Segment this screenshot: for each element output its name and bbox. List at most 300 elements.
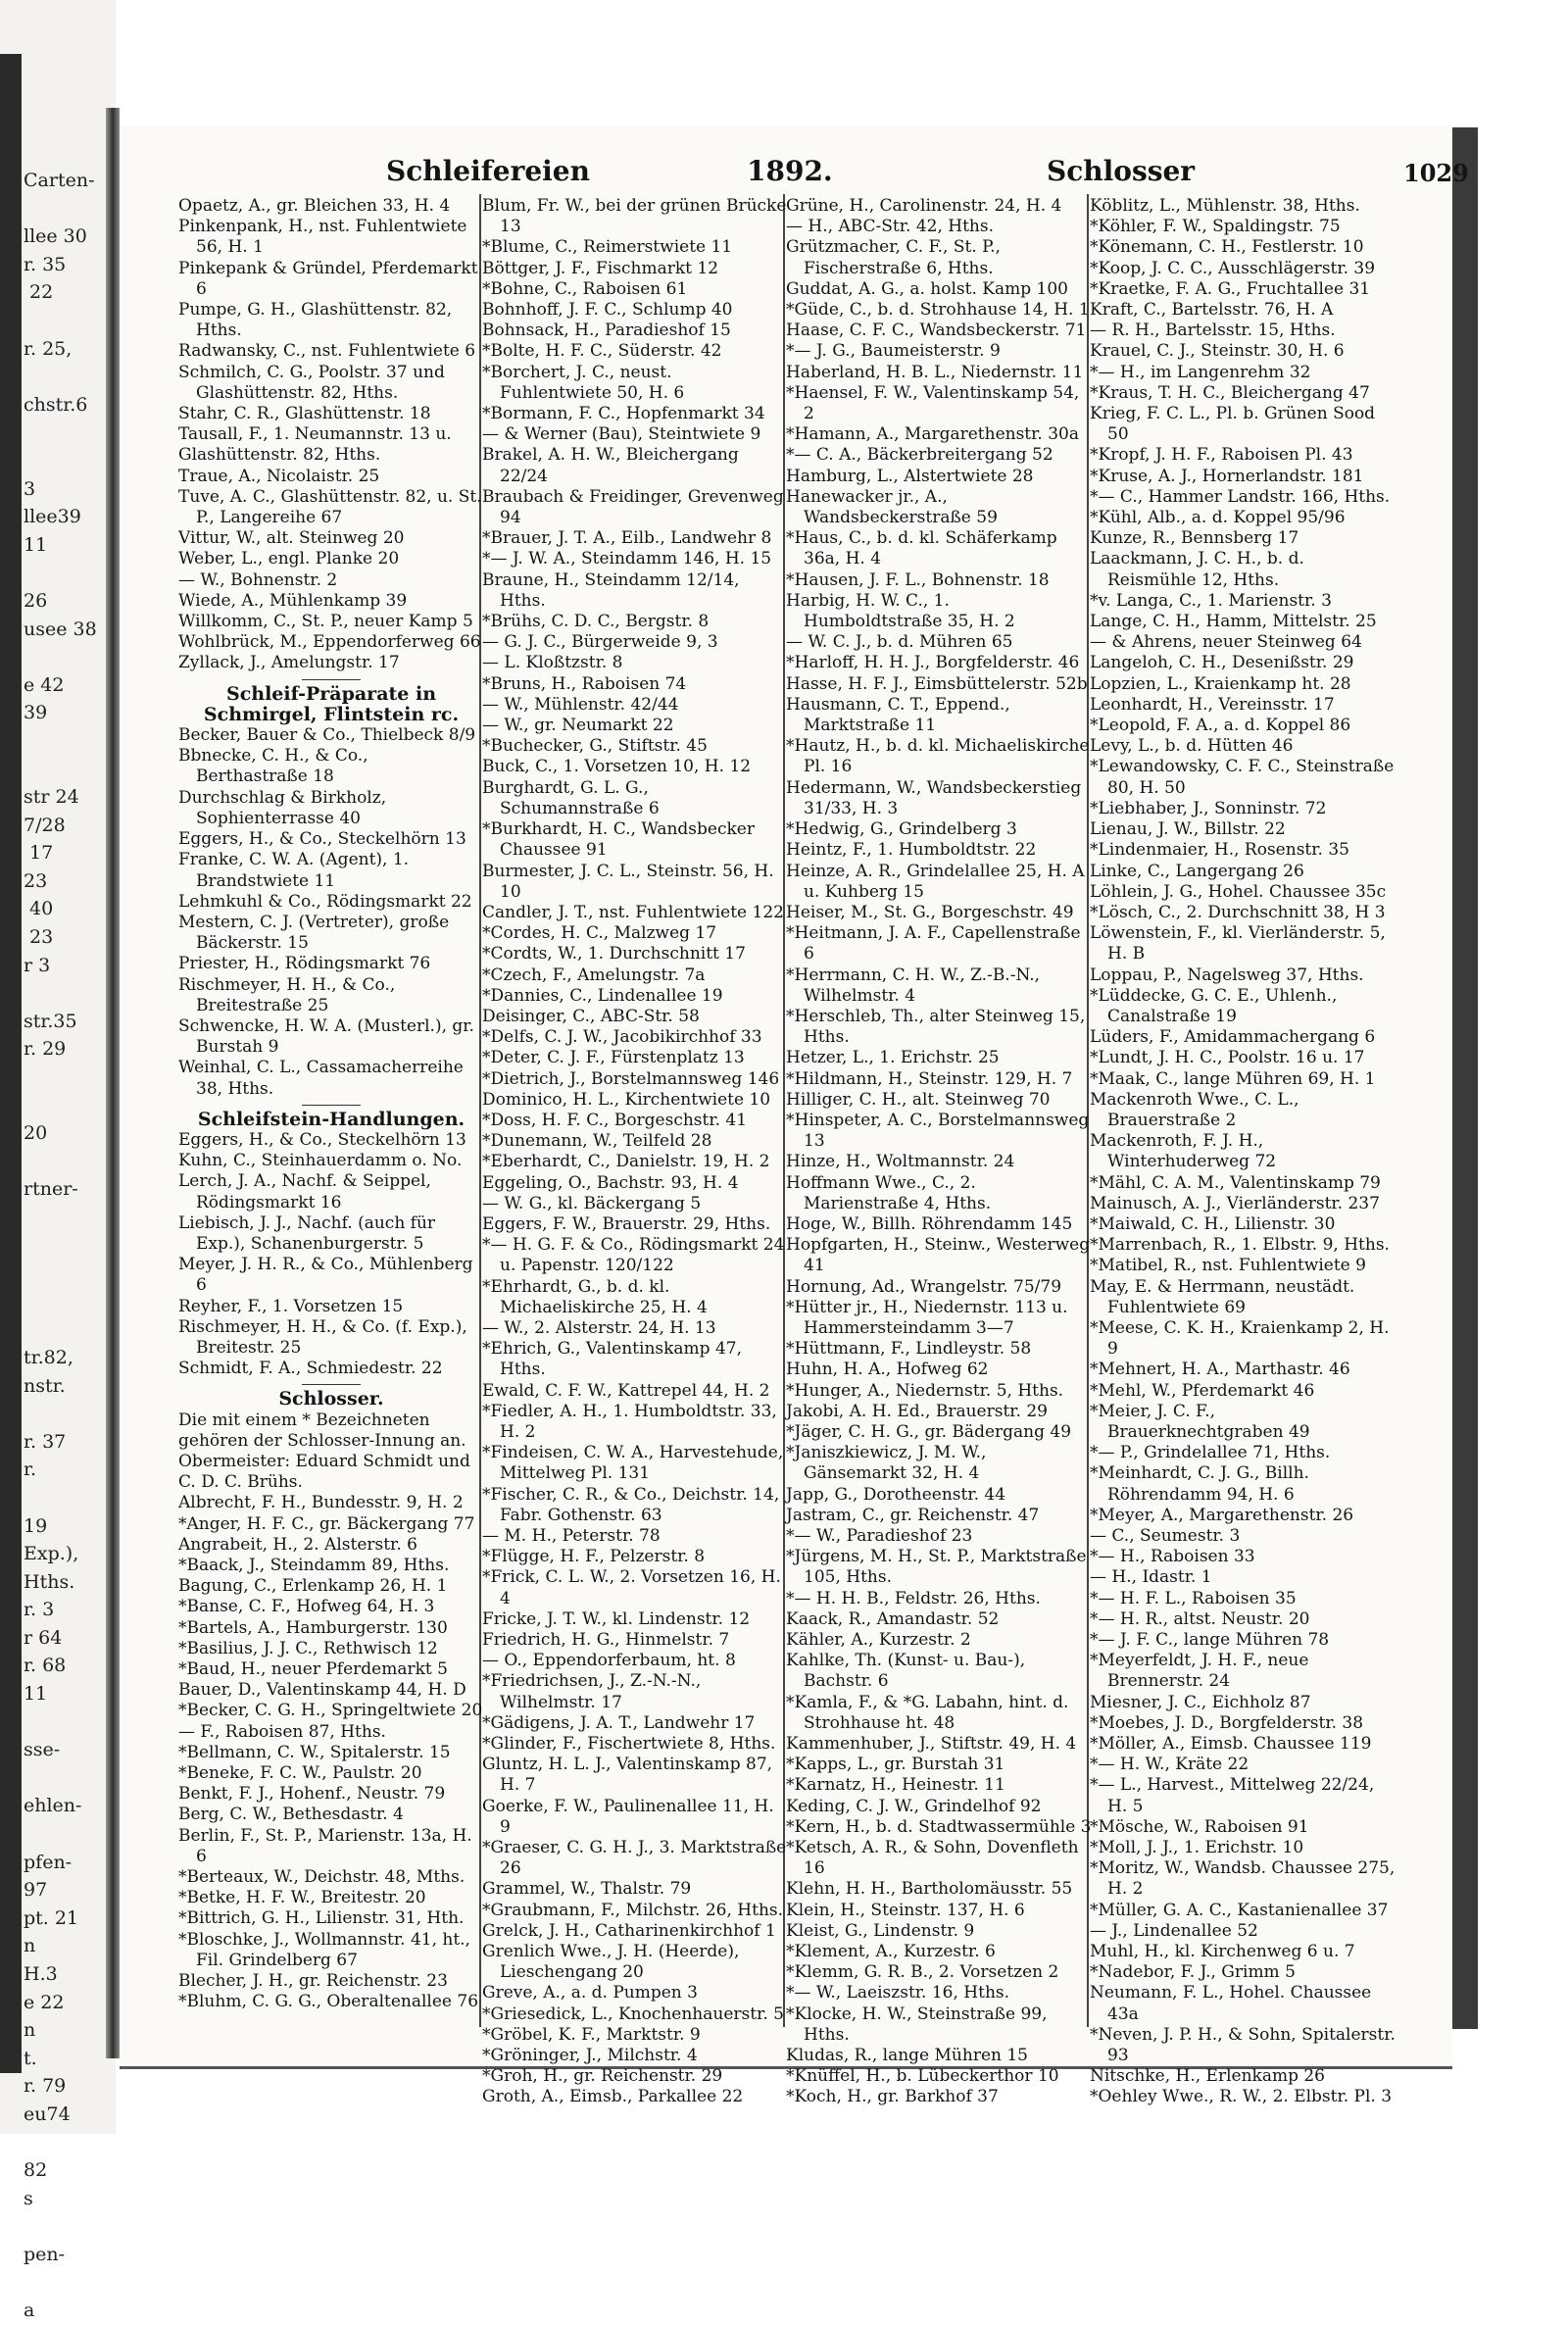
directory-entry: *— H. G. F. & Co., Rödingsmarkt 24 u. Papenstr. 120/122 (482, 1235, 785, 1276)
directory-entry: *Banse, C. F., Hofweg 64, H. 3 (178, 1597, 435, 1617)
directory-entry: *Dunemann, W., Teilfeld 28 (482, 1131, 712, 1152)
directory-entry: Lüders, F., Amidammachergang 6 (1090, 1027, 1376, 1048)
directory-entry: *Karnatz, H., Heinestr. 11 (786, 1775, 1005, 1796)
directory-entry: *Glinder, F., Fischertwiete 8, Hths. (482, 1734, 776, 1755)
directory-entry: *Borchert, J. C., neust. Fuhlentwiete 50, H. 6 (482, 362, 685, 403)
directory-entry: Lopzien, L., Kraienkamp ht. 28 (1090, 673, 1351, 694)
directory-entry: *Möller, A., Eimsb. Chaussee 119 (1090, 1734, 1372, 1755)
directory-entry: *— J. W. A., Steindamm 146, H. 15 (482, 549, 772, 569)
directory-entry: *Dannies, C., Lindenallee 19 (482, 985, 723, 1006)
directory-entry: Heintz, F., 1. Humboldtstr. 22 (786, 840, 1037, 861)
directory-entry: *Mähl, C. A. M., Valentinskamp 79 (1090, 1172, 1381, 1193)
directory-entry: Angrabeit, H., 2. Alsterstr. 6 (178, 1534, 417, 1555)
directory-entry: — W., 2. Alsterstr. 24, H. 13 (482, 1317, 716, 1338)
directory-entry: *Doss, H. F. C., Borgeschstr. 41 (482, 1110, 748, 1130)
directory-entry: Leonhardt, H., Vereinsstr. 17 (1090, 694, 1335, 715)
directory-entry: *Oehley Wwe., R. W., 2. Elbstr. Pl. 3 (1090, 2087, 1393, 2107)
directory-entry: Kunze, R., Bennsberg 17 (1090, 528, 1299, 549)
directory-entry: *Kühl, Alb., a. d. Koppel 95/96 (1090, 508, 1346, 528)
directory-entry: Hopfgarten, H., Steinw., Westerweg 41 (786, 1235, 1091, 1276)
directory-entry: *Groh, H., gr. Reichenstr. 29 (482, 2066, 723, 2087)
directory-entry: *Hautz, H., b. d. kl. Michaeliskirche Pl. 16 (786, 736, 1090, 777)
directory-entry: Eggeling, O., Bachstr. 93, H. 4 (482, 1172, 739, 1193)
section-divider (302, 1105, 361, 1106)
directory-entry: *Lewandowsky, C. F. C., Steinstraße 80, H. 50 (1090, 757, 1395, 798)
directory-entry: *Hamann, A., Margarethenstr. 30a (786, 424, 1079, 445)
directory-entry: *— W., Paradieshof 23 (786, 1526, 973, 1546)
directory-entry: *Bruns, H., Raboisen 74 (482, 673, 687, 694)
directory-entry: *Bolte, H. F. C., Süderstr. 42 (482, 341, 722, 362)
directory-entry: *Czech, F., Amelungstr. 7a (482, 965, 706, 985)
directory-entry: *Fiedler, A. H., 1. Humboldtstr. 33, H. 2 (482, 1401, 777, 1442)
directory-entry: Hoffmann Wwe., C., 2. Marienstraße 4, Hths. (786, 1172, 992, 1213)
directory-entry: Wiede, A., Mühlenkamp 39 (178, 590, 408, 611)
directory-entry: Hetzer, L., 1. Erichstr. 25 (786, 1048, 1000, 1068)
directory-entry: Tuve, A. C., Glashüttenstr. 82, u. St. P., Langereihe 67 (178, 486, 482, 528)
directory-entry: Hausmann, C. T., Eppend., Marktstraße 11 (786, 694, 1010, 736)
directory-entry: — H., Idastr. 1 (1090, 1567, 1212, 1588)
directory-entry: *Koop, J. C. C., Ausschlägerstr. 39 (1090, 258, 1376, 278)
directory-entry: *Hedwig, G., Grindelberg 3 (786, 819, 1017, 840)
directory-entry: *Becker, C. G. H., Springeltwiete 20 (178, 1701, 483, 1721)
directory-entry: *Herrmann, C. H. W., Z.-B.-N., Wilhelmstr. 4 (786, 965, 1041, 1006)
left-page-fragment (0, 0, 116, 2322)
directory-entry: Japp, G., Dorotheenstr. 44 (786, 1484, 1006, 1505)
directory-entry: Muhl, H., kl. Kirchenweg 6 u. 7 (1090, 1942, 1355, 1962)
directory-entry: Berg, C. W., Bethesdastr. 4 (178, 1805, 404, 1825)
directory-entry: Hoge, W., Billh. Röhrendamm 145 (786, 1213, 1073, 1234)
directory-entry: — W. C. J., b. d. Mühren 65 (786, 632, 1013, 653)
directory-entry: Deisinger, C., ABC-Str. 58 (482, 1006, 700, 1026)
directory-entry: *Bartels, A., Hamburgerstr. 130 (178, 1617, 448, 1638)
directory-entry: Grelck, J. H., Catharinenkirchhof 1 (482, 1920, 776, 1941)
directory-entry: Zyllack, J., Amelungstr. 17 (178, 653, 400, 673)
directory-entry: Gluntz, H. L. J., Valentinskamp 87, H. 7 (482, 1755, 773, 1796)
directory-entry: Köblitz, L., Mühlenstr. 38, Hths. (1090, 196, 1360, 216)
directory-entry: *Betke, H. F. W., Breitestr. 20 (178, 1888, 426, 1908)
directory-entry: *Brauer, J. T. A., Eilb., Landwehr 8 (482, 528, 772, 549)
directory-entry: Kähler, A., Kurzestr. 2 (786, 1630, 971, 1651)
directory-entry: Kraft, C., Bartelsstr. 76, H. A (1090, 300, 1334, 321)
directory-entry: *Moritz, W., Wandsb. Chaussee 275, H. 2 (1090, 1858, 1396, 1900)
directory-entry: *Haensel, F. W., Valentinskamp 54, 2 (786, 382, 1080, 424)
directory-entry: Opaetz, A., gr. Bleichen 33, H. 4 (178, 196, 451, 216)
directory-entry: Eggers, H., & Co., Steckelhörn 13 (178, 829, 466, 850)
directory-entry: *— H. R., altst. Neustr. 20 (1090, 1608, 1310, 1629)
directory-entry: *Deter, C. J. F., Fürstenplatz 13 (482, 1048, 745, 1068)
directory-entry: Durchschlag & Birkholz, Sophienterrasse 40 (178, 787, 387, 828)
directory-entry: Haberland, H. B. L., Niedernstr. 11 (786, 362, 1084, 382)
directory-entry: Loppau, P., Nagelsweg 37, Hths. (1090, 965, 1364, 985)
directory-entry: Bauer, D., Valentinskamp 44, H. D (178, 1680, 466, 1701)
directory-entry: *Heitmann, J. A. F., Capellenstraße 6 (786, 923, 1081, 965)
directory-entry: Blecher, J. H., gr. Reichenstr. 23 (178, 1971, 448, 1992)
directory-entry: *Burkhardt, H. C., Wandsbecker Chaussee 91 (482, 819, 755, 861)
directory-entry: Tausall, F., 1. Neumannstr. 13 u. (178, 424, 452, 445)
directory-entry: *Kapps, L., gr. Burstah 31 (786, 1755, 1005, 1775)
directory-entry: Mackenroth Wwe., C. L., Brauerstraße 2 (1090, 1089, 1299, 1130)
directory-entry: *Hinspeter, A. C., Borstelmannsweg 13 (786, 1110, 1090, 1152)
directory-entry: Jastram, C., gr. Reichenstr. 47 (786, 1505, 1040, 1525)
directory-entry: *Gröninger, J., Milchstr. 4 (482, 2046, 698, 2066)
directory-entry: Linke, C., Langergang 26 (1090, 861, 1304, 881)
directory-entry: *Kamla, F., & *G. Labahn, hint. d. Strohhause ht. 48 (786, 1692, 1069, 1733)
running-header-year: 1892. (747, 155, 833, 187)
directory-entry: *Meyer, A., Margarethenstr. 26 (1090, 1505, 1354, 1525)
directory-entry: *— J. G., Baumeisterstr. 9 (786, 341, 1001, 362)
directory-entry: Albrecht, F. H., Bundesstr. 9, H. 2 (178, 1493, 464, 1513)
directory-entry: Vittur, W., alt. Steinweg 20 (178, 528, 405, 549)
column-2 (482, 196, 788, 2107)
directory-entry: *— J. F. C., lange Mühren 78 (1090, 1630, 1330, 1651)
directory-entry: Grüne, H., Carolinenstr. 24, H. 4 (786, 196, 1062, 216)
directory-entry: Laackmann, J. C. H., b. d. Reismühle 12, Hths. (1090, 549, 1304, 590)
section-heading: Schleif-Präparate in Schmirgel, Flintstein rc. (203, 682, 460, 725)
directory-entry: *Maak, C., lange Mühren 69, H. 1 (1090, 1068, 1376, 1089)
directory-entry: *Mehnert, H. A., Marthastr. 46 (1090, 1360, 1350, 1380)
section-heading: Schleifstein-Handlungen. (197, 1108, 466, 1130)
directory-entry: Braubach & Freidinger, Grevenweg 94 (482, 486, 784, 528)
section-note: Die mit einem * Bezeichneten gehören der Schlosser-Innung an. Obermeister: Eduard Schmidt und C. D. C. Brühs. (178, 1410, 470, 1493)
directory-entry: Lienau, J. W., Billstr. 22 (1090, 819, 1286, 840)
directory-entry: Guddat, A. G., a. holst. Kamp 100 (786, 278, 1068, 299)
directory-entry: Lerch, J. A., Nachf. & Seippel, Rödingsmarkt 16 (178, 1171, 431, 1212)
directory-entry: Schmilch, C. G., Poolstr. 37 und Glashüttenstr. 82, Hths. (178, 362, 445, 403)
directory-entry: Löhlein, J. G., Hohel. Chaussee 35c (1090, 881, 1387, 902)
directory-entry: Eggers, H., & Co., Steckelhörn 13 (178, 1129, 466, 1150)
directory-entry: Mestern, C. J. (Vertreter), große Bäckerstr. 15 (178, 912, 450, 954)
directory-entry: *Fischer, C. R., & Co., Deichstr. 14, Fabr. Gothenstr. 63 (482, 1484, 780, 1525)
directory-entry: Grenlich Wwe., J. H. (Heerde), Lieschengang 20 (482, 1942, 740, 1983)
directory-entry: Langeloh, C. H., Desenißstr. 29 (1090, 653, 1354, 673)
directory-entry: Keding, C. J. W., Grindelhof 92 (786, 1796, 1042, 1816)
directory-entry: Dominico, H. L., Kirchentwiete 10 (482, 1089, 771, 1110)
directory-entry: Harbig, H. W. C., 1. Humboldtstraße 35, H. 2 (786, 590, 1015, 632)
directory-entry: Hanewacker jr., A., Wandsbeckerstraße 59 (786, 486, 998, 528)
directory-entry: Nitschke, H., Erlenkamp 26 (1090, 2066, 1326, 2087)
right-page-edge (1452, 127, 1478, 2029)
directory-entry: Lehmkuhl & Co., Rödingsmarkt 22 (178, 891, 472, 912)
directory-entry: Burmester, J. C. L., Steinstr. 56, H. 10 (482, 861, 774, 902)
directory-entry: Grammel, W., Thalstr. 79 (482, 1879, 692, 1900)
directory-entry: Kammenhuber, J., Stiftstr. 49, H. 4 (786, 1734, 1077, 1755)
directory-entry: *Graeser, C. G. H. J., 3. Marktstraße 26 (482, 1838, 787, 1879)
directory-entry: Kuhn, C., Steinhauerdamm o. No. (178, 1151, 463, 1171)
directory-entry: *— P., Grindelallee 71, Hths. (1090, 1443, 1331, 1463)
directory-entry: Ewald, C. F. W., Kattrepel 44, H. 2 (482, 1380, 770, 1401)
directory-entry: *Cordes, H. C., Malzweg 17 (482, 923, 717, 944)
directory-entry: Krieg, F. C. L., Pl. b. Grünen Sood 50 (1090, 404, 1376, 445)
directory-entry: Pinkenpank, H., nst. Fuhlentwiete 56, H. 1 (178, 217, 467, 258)
directory-entry: Pinkepank & Gründel, Pferdemarkt 6 (178, 258, 478, 299)
directory-entry: *Lindenmaier, H., Rosenstr. 35 (1090, 840, 1349, 861)
directory-entry: Heinze, A. R., Grindelallee 25, H. A u. Kuhberg 15 (786, 861, 1085, 902)
directory-entry: Willkomm, C., St. P., neuer Kamp 5 (178, 612, 473, 632)
directory-entry: — M. H., Peterstr. 78 (482, 1526, 661, 1546)
directory-entry: — O., Eppendorferbaum, ht. 8 (482, 1651, 736, 1671)
column-1 (178, 196, 484, 2039)
directory-entry: *— L., Harvest., Mittelweg 22/24, H. 5 (1090, 1775, 1375, 1816)
directory-page (120, 125, 1469, 2107)
directory-entry: Reyher, F., 1. Vorsetzen 15 (178, 1296, 404, 1316)
directory-entry: Burghardt, G. L. G., Schumannstraße 6 (482, 777, 660, 818)
page-number: 1029 (1403, 159, 1469, 187)
directory-entry: *Bloschke, J., Wollmannstr. 41, ht., Fil. Grindelberg 67 (178, 1929, 470, 1970)
directory-entry: Glashüttenstr. 82, Hths. (178, 445, 381, 466)
directory-entry: Huhn, H. A., Hofweg 62 (786, 1360, 989, 1380)
directory-entry: *Kraetke, F. A. G., Fruchtallee 31 (1090, 278, 1371, 299)
directory-entry: *Liebhaber, J., Sonninstr. 72 (1090, 798, 1327, 818)
directory-entry: Haase, C. F. C., Wandsbeckerstr. 71 (786, 321, 1087, 341)
section-divider (302, 1384, 361, 1385)
column-3 (786, 196, 1092, 2107)
directory-entry: Hinze, H., Woltmannstr. 24 (786, 1152, 1015, 1172)
running-header-left: Schleifereien (386, 155, 590, 187)
directory-entry: *Klemm, G. R. B., 2. Vorsetzen 2 (786, 1962, 1059, 1983)
directory-entry: *— H. H. B., Feldstr. 26, Hths. (786, 1588, 1041, 1608)
directory-entry: — G. J. C., Bürgerweide 9, 3 (482, 632, 718, 653)
directory-entry: Hornung, Ad., Wrangelstr. 75/79 (786, 1276, 1062, 1297)
directory-entry: Kahlke, Th. (Kunst- u. Bau-), Bachstr. 6 (786, 1651, 1026, 1692)
directory-entry: *Meinhardt, C. J. G., Billh. Röhrendamm 94, H. 6 (1090, 1463, 1309, 1505)
directory-entry: — W., Mühlenstr. 42/44 (482, 694, 679, 715)
directory-entry: — R. H., Bartelsstr. 15, Hths. (1090, 321, 1336, 341)
directory-entry: *Janiszkiewicz, J. M. W., Gänsemarkt 32, H. 4 (786, 1443, 987, 1484)
directory-entry: *Graubmann, F., Milchstr. 26, Hths. (482, 1900, 784, 1920)
directory-entry: *Hildmann, H., Steinstr. 129, H. 7 (786, 1068, 1073, 1089)
directory-entry: *Brühs, C. D. C., Bergstr. 8 (482, 612, 710, 632)
directory-entry: Wohlbrück, M., Eppendorferweg 66 (178, 632, 481, 653)
directory-entry: Groth, A., Eimsb., Parkallee 22 (482, 2087, 744, 2107)
directory-entry: *Klement, A., Kurzestr. 6 (786, 1942, 996, 1962)
directory-entry: Berlin, F., St. P., Marienstr. 13a, H. 6 (178, 1825, 472, 1866)
directory-entry: *Hütter jr., H., Niedernstr. 113 u. Hammersteindamm 3—7 (786, 1297, 1068, 1338)
directory-entry: *Bittrich, G. H., Lilienstr. 31, Hth. (178, 1908, 465, 1929)
directory-entry: *Bellmann, C. W., Spitalerstr. 15 (178, 1742, 451, 1762)
directory-entry: Eggers, F. W., Brauerstr. 29, Hths. (482, 1213, 771, 1234)
directory-entry: *Basilius, J. J. C., Rethwisch 12 (178, 1638, 438, 1658)
book-gutter (106, 108, 120, 2058)
directory-entry: *v. Langa, C., 1. Marienstr. 3 (1090, 590, 1332, 611)
directory-entry: — W., gr. Neumarkt 22 (482, 716, 674, 736)
left-page-text: Carten- llee 30 r. 35 22 r. 25, chstr.6 3 llee39 11 26 usee 38 e 42 39 str 24 7/28 17 23 40 23 r 3 str.35 r. 29 20 rtner- tr.82, nstr. r. 37 r. 19 Exp.), Hths. r. 3 r 64 r. 68 11 sse- ehlen- pfen- 97 pt. 21 n H.3 e 22 n t. r. 79 eu74 82 s pen- a (24, 170, 97, 2322)
directory-entry: Neumann, F. L., Hohel. Chaussee 43a (1090, 1983, 1372, 2024)
directory-entry: *Moebes, J. D., Borgfelderstr. 38 (1090, 1712, 1364, 1733)
directory-entry: *Koch, H., gr. Barkhof 37 (786, 2087, 999, 2107)
directory-entry: Franke, C. W. A. (Agent), 1. Brandstwiete 11 (178, 850, 410, 891)
directory-entry: — L. Kloßtzstr. 8 (482, 653, 623, 673)
directory-entry: — & Werner (Bau), Steintwiete 9 (482, 424, 761, 445)
directory-entry: *Ehrich, G., Valentinskamp 47, Hths. (482, 1339, 743, 1380)
directory-entry: Braune, H., Steindamm 12/14, Hths. (482, 569, 740, 611)
directory-entry: — F., Raboisen 87, Hths. (178, 1721, 386, 1742)
directory-entry: *Hunger, A., Niedernstr. 5, Hths. (786, 1380, 1064, 1401)
directory-entry: Stahr, C. R., Glashüttenstr. 18 (178, 404, 431, 424)
directory-entry: *Bohne, C., Raboisen 61 (482, 278, 688, 299)
directory-entry: Candler, J. T., nst. Fuhlentwiete 122 (482, 902, 784, 922)
directory-entry: *Lundt, J. H. C., Poolstr. 16 u. 17 (1090, 1048, 1365, 1068)
directory-entry: *Nadebor, F. J., Grimm 5 (1090, 1962, 1296, 1983)
directory-entry: *Neven, J. P. H., & Sohn, Spitalerstr. 93 (1090, 2024, 1396, 2066)
directory-entry: Bohnsack, H., Paradieshof 15 (482, 321, 731, 341)
directory-entry: *Leopold, F. A., a. d. Koppel 86 (1090, 716, 1351, 736)
directory-entry: *Findeisen, C. W. A., Harvestehude, Mittelweg Pl. 131 (482, 1443, 784, 1484)
directory-entry: — W. G., kl. Bäckergang 5 (482, 1193, 702, 1213)
directory-entry: Traue, A., Nicolaistr. 25 (178, 466, 380, 486)
directory-entry: *Friedrichsen, J., Z.-N.-N., Wilhelmstr. 17 (482, 1671, 702, 1712)
directory-entry: Krauel, C. J., Steinstr. 30, H. 6 (1090, 341, 1345, 362)
directory-entry: *Kern, H., b. d. Stadtwassermühle 3 (786, 1816, 1092, 1837)
directory-entry: Mainusch, A. J., Vierländerstr. 237 (1090, 1193, 1380, 1213)
directory-entry: Bagung, C., Erlenkamp 26, H. 1 (178, 1576, 448, 1597)
directory-entry: Friedrich, H. G., Hinmelstr. 7 (482, 1630, 730, 1651)
directory-entry: Mackenroth, F. J. H., Winterhuderweg 72 (1090, 1131, 1277, 1172)
directory-entry: *Köhler, F. W., Spaldingstr. 75 (1090, 217, 1341, 237)
directory-entry: *Mehl, W., Pferdemarkt 46 (1090, 1380, 1315, 1401)
directory-entry: *Maiwald, C. H., Lilienstr. 30 (1090, 1213, 1336, 1234)
directory-entry: *Meier, J. C. F., Brauerknechtgraben 49 (1090, 1401, 1310, 1442)
directory-entry: *Meese, C. K. H., Kraienkamp 2, H. 9 (1090, 1317, 1390, 1360)
directory-entry: *Meyerfeldt, J. H. F., neue Brennerstr. 24 (1090, 1651, 1309, 1692)
directory-entry: Radwansky, C., nst. Fuhlentwiete 6 (178, 341, 476, 362)
directory-entry: *Gröbel, K. F., Marktstr. 9 (482, 2024, 701, 2045)
directory-entry: *Bluhm, C. G. G., Oberaltenallee 76 (178, 1992, 479, 2012)
right-margin (1452, 0, 1568, 2134)
directory-entry: *Dietrich, J., Borstelmannsweg 146 (482, 1068, 780, 1089)
directory-entry: *Hausen, J. F. L., Bohnenstr. 18 (786, 569, 1050, 590)
directory-entry: *Mösche, W., Raboisen 91 (1090, 1816, 1309, 1837)
directory-entry: Blum, Fr. W., bei der grünen Brücke 13 (482, 196, 787, 237)
directory-entry: Lange, C. H., Hamm, Mittelstr. 25 (1090, 612, 1377, 632)
directory-entry: Greve, A., a. d. Pumpen 3 (482, 1983, 698, 2003)
directory-entry: Meyer, J. H. R., & Co., Mühlenberg 6 (178, 1255, 473, 1296)
directory-entry: *— C. A., Bäckerbreitergang 52 (786, 445, 1054, 466)
running-header-right: Schlosser (1047, 155, 1196, 187)
directory-entry: *Harloff, H. H. J., Borgfelderstr. 46 (786, 653, 1080, 673)
directory-entry: Bbnecke, C. H., & Co., Berthastraße 18 (178, 746, 368, 787)
directory-entry: *Matibel, R., nst. Fuhlentwiete 9 (1090, 1256, 1366, 1276)
directory-entry: Levy, L., b. d. Hütten 46 (1090, 736, 1294, 757)
directory-entry: Kludas, R., lange Mühren 15 (786, 2046, 1028, 2066)
directory-entry: — J., Lindenallee 52 (1090, 1920, 1258, 1941)
directory-entry: *Moll, J. J., 1. Erichstr. 10 (1090, 1838, 1304, 1858)
directory-entry: Klein, H., Steinstr. 137, H. 6 (786, 1900, 1025, 1920)
directory-entry: — C., Seumestr. 3 (1090, 1526, 1241, 1546)
directory-entry: *Haus, C., b. d. kl. Schäferkamp 36a, H. 4 (786, 528, 1057, 569)
directory-entry: *Könemann, C. H., Festlerstr. 10 (1090, 237, 1364, 258)
directory-entry: *— H. W., Kräte 22 (1090, 1755, 1250, 1775)
directory-entry: *Herschleb, Th., alter Steinweg 15, Hths. (786, 1006, 1086, 1048)
section-heading: Schlosser. (278, 1388, 384, 1410)
directory-entry: *Jürgens, M. H., St. P., Marktstraße 105, Hths. (786, 1547, 1087, 1588)
directory-entry: *Anger, H. F. C., gr. Bäckergang 77 (178, 1513, 475, 1534)
directory-entry: Benkt, F. J., Hohenf., Neustr. 79 (178, 1784, 446, 1805)
directory-entry: *Jäger, C. H. G., gr. Bädergang 49 (786, 1421, 1072, 1442)
directory-entry: Hilliger, C. H., alt. Steinweg 70 (786, 1089, 1051, 1110)
directory-entry: Buck, C., 1. Vorsetzen 10, H. 12 (482, 757, 752, 777)
directory-entry: Schmidt, F. A., Schmiedestr. 22 (178, 1359, 443, 1379)
directory-entry: *Griesedick, L., Knochenhauerstr. 5 (482, 2003, 784, 2024)
directory-entry: *— H., Raboisen 33 (1090, 1547, 1255, 1567)
directory-entry: *Kraus, T. H. C., Bleichergang 47 (1090, 382, 1370, 403)
directory-entry: *— H. F. L., Raboisen 35 (1090, 1588, 1297, 1608)
directory-entry: Grützmacher, C. F., St. P., Fischerstraße 6, Hths. (786, 237, 1001, 278)
directory-entry: Bohnhoff, J. F. C., Schlump 40 (482, 300, 733, 321)
directory-entry: Löwenstein, F., kl. Vierländerstr. 5, H. B (1090, 923, 1386, 965)
directory-entry: Weber, L., engl. Planke 20 (178, 549, 400, 569)
directory-entry: *Klocke, H. W., Steinstraße 99, Hths. (786, 2003, 1048, 2045)
directory-entry: Miesner, J. C., Eichholz 87 (1090, 1692, 1311, 1712)
directory-entry: — H., ABC-Str. 42, Hths. (786, 217, 994, 237)
directory-entry: Hasse, H. F. J., Eimsbüttelerstr. 52b (786, 673, 1088, 694)
directory-entry: Jakobi, A. H. Ed., Brauerstr. 29 (786, 1401, 1048, 1421)
left-page-shadow (0, 54, 22, 2073)
directory-entry: Priester, H., Rödingsmarkt 76 (178, 954, 431, 974)
directory-entry: *Bormann, F. C., Hopfenmarkt 34 (482, 404, 765, 424)
directory-entry: Böttger, J. F., Fischmarkt 12 (482, 258, 719, 278)
directory-entry: *Cordts, W., 1. Durchschnitt 17 (482, 944, 746, 965)
directory-entry: *Hüttmann, F., Lindleystr. 58 (786, 1339, 1032, 1360)
directory-entry: *Kruse, A. J., Hornerlandstr. 181 (1090, 466, 1364, 486)
section-divider (302, 679, 361, 680)
directory-entry: May, E. & Herrmann, neustädt. Fuhlentwiete 69 (1090, 1276, 1355, 1317)
directory-entry: *Marrenbach, R., 1. Elbstr. 9, Hths. (1090, 1235, 1390, 1256)
directory-entry: — W., Bohnenstr. 2 (178, 569, 338, 590)
directory-entry: *Flügge, H. F., Pelzerstr. 8 (482, 1547, 706, 1567)
directory-entry: *Eberhardt, C., Danielstr. 19, H. 2 (482, 1152, 770, 1172)
directory-entry: Becker, Bauer & Co., Thielbeck 8/9 (178, 725, 476, 746)
directory-entry: Klehn, H. H., Bartholomäusstr. 55 (786, 1879, 1073, 1900)
directory-entry: Liebisch, J. J., Nachf. (auch für Exp.), Schanenburgerstr. 5 (178, 1212, 436, 1254)
directory-entry: *Kropf, J. H. F., Raboisen Pl. 43 (1090, 445, 1353, 466)
directory-entry: *Delfs, C. J. W., Jacobikirchhof 33 (482, 1027, 762, 1048)
directory-entry: Schwencke, H. W. A. (Musterl.), gr. Burstah 9 (178, 1015, 474, 1058)
directory-entry: *Berteaux, W., Deichstr. 48, Mths. (178, 1867, 466, 1888)
directory-entry: Rischmeyer, H. H., & Co. (f. Exp.), Breitestr. 25 (178, 1316, 467, 1358)
directory-entry: Hedermann, W., Wandsbeckerstieg 31/33, H. 3 (786, 777, 1082, 818)
directory-entry: Kaack, R., Amandastr. 52 (786, 1608, 1000, 1629)
directory-entry: Weinhal, C. L., Cassamacherreihe 38, Hths. (178, 1058, 464, 1099)
directory-entry: Rischmeyer, H. H., & Co., Breitestraße 25 (178, 974, 396, 1015)
directory-entry: Brakel, A. H. W., Bleichergang 22/24 (482, 445, 739, 486)
directory-entry: *Ehrhardt, G., b. d. kl. Michaeliskirche 25, H. 4 (482, 1276, 708, 1317)
directory-entry: *Baack, J., Steindamm 89, Hths. (178, 1556, 450, 1575)
directory-entry: Fricke, J. T. W., kl. Lindenstr. 12 (482, 1608, 751, 1629)
directory-entry: *Knüffel, H., b. Lübeckerthor 10 (786, 2066, 1059, 2087)
directory-entry: Kleist, G., Lindenstr. 9 (786, 1920, 975, 1941)
directory-entry: *Buchecker, G., Stiftstr. 45 (482, 736, 708, 757)
directory-entry: *Gädigens, J. A. T., Landwehr 17 (482, 1712, 756, 1733)
directory-entry: *Lösch, C., 2. Durchschnitt 38, H 3 (1090, 902, 1386, 922)
directory-entry: *Frick, C. L. W., 2. Vorsetzen 16, H. 4 (482, 1567, 781, 1608)
directory-entry: *Beneke, F. C. W., Paulstr. 20 (178, 1763, 422, 1784)
directory-entry: *Blume, C., Reimerstwiete 11 (482, 237, 733, 258)
directory-entry: *Güde, C., b. d. Strohhause 14, H. 1 (786, 300, 1090, 321)
directory-entry: *Ketsch, A. R., & Sohn, Dovenfleth 16 (786, 1838, 1079, 1879)
directory-entry: *Müller, G. A. C., Kastanienallee 37 (1090, 1900, 1389, 1920)
directory-entry: Hamburg, L., Alstertwiete 28 (786, 466, 1034, 486)
directory-entry: *Baud, H., neuer Pferdemarkt 5 (178, 1659, 448, 1680)
directory-entry: *Lüddecke, G. C. E., Uhlenh., Canalstraße 19 (1090, 985, 1338, 1026)
directory-entry: Pumpe, G. H., Glashüttenstr. 82, Hths. (178, 300, 453, 341)
directory-entry: *— W., Laeiszstr. 16, Hths. (786, 1983, 1010, 2003)
directory-entry: — & Ahrens, neuer Steinweg 64 (1090, 632, 1362, 653)
directory-entry: Heiser, M., St. G., Borgeschstr. 49 (786, 902, 1074, 922)
column-4 (1090, 196, 1396, 2107)
directory-entry: *— C., Hammer Landstr. 166, Hths. (1090, 486, 1391, 507)
directory-entry: *— H., im Langenrehm 32 (1090, 362, 1311, 382)
directory-entry: Goerke, F. W., Paulinenallee 11, H. 9 (482, 1796, 774, 1837)
